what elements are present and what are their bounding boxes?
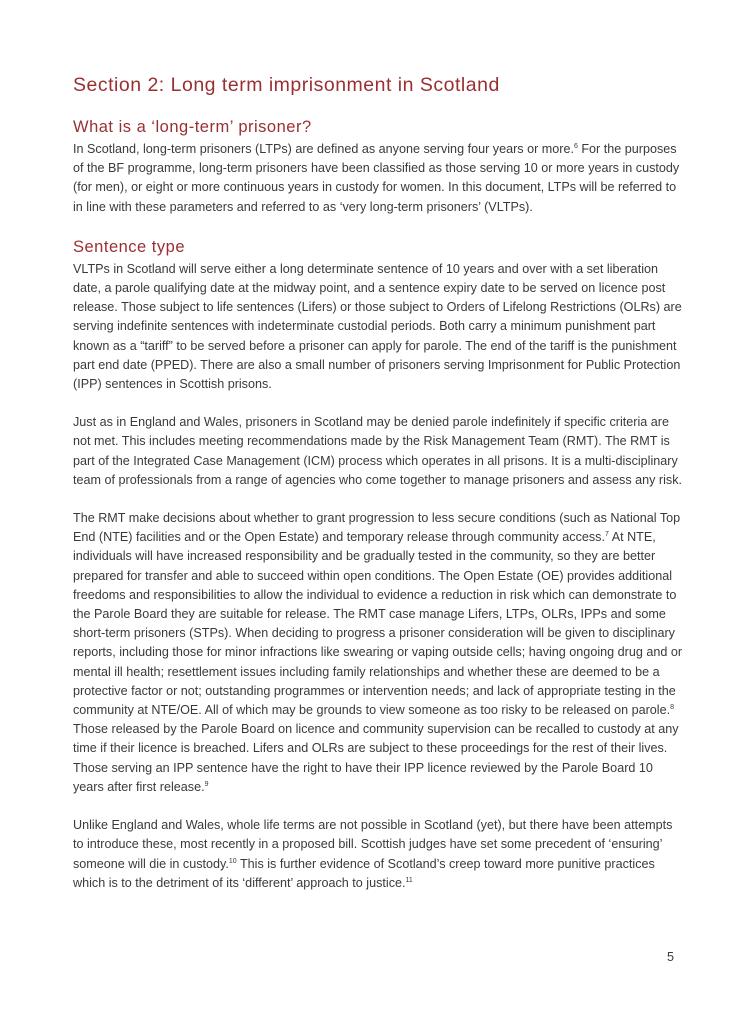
paragraph-sentence-type-4 (73, 816, 685, 893)
paragraph-sentence-type-3 (73, 509, 685, 797)
text-run: This is further evidence of Scotland’s creep toward more punitive practices which is to the detriment of its ‘different’ approach to justice. (73, 856, 655, 890)
subsection-heading-long-term: What is a ‘long-term’ prisoner? (73, 118, 312, 136)
text-run: In Scotland, long-term prisoners (LTPs) are defined as anyone serving four years or more. (73, 142, 574, 156)
footnote-ref-7[interactable]: 7 (604, 531, 609, 539)
text-run: Those released by the Parole Board on licence and community supervision can be recalled to custody at any time if their licence is breached. Lifers and OLRs are subject to these proceedings for the rest of their lives. Those serving an IPP sentence have the right to have their IPP licence reviewed by the Parole Board 10 years after first release. (73, 722, 679, 794)
text-run: The RMT make decisions about whether to grant progression to less secure conditions (such as National Top End (NTE) facilities and or the Open Estate) and temporary release through community access. (73, 511, 681, 545)
text-run: Unlike England and Wales, whole life terms are not possible in Scotland (yet), but there have been attempts to introduce these, most recently in a proposed bill. Scottish judges have set some precedent of ‘ensuring’ someone will die in custody. (73, 818, 673, 871)
paragraph-sentence-type-2: Just as in England and Wales, prisoners in Scotland may be denied parole indefinitely if specific criteria are not met. This includes meeting recommendations made by the Risk Management Team (RMT). The RMT is part of the Integrated Case Management (ICM) process which operates in all prisons. It is a multi-disciplinary team of professionals from a range of agencies who come together to manage prisoners and assess any risk. (73, 415, 683, 487)
paragraph-long-term-definition (73, 140, 685, 217)
footnote-ref-11[interactable]: 11 (405, 876, 413, 884)
subsection-heading-sentence-type: Sentence type (73, 237, 185, 256)
section-title: Section 2: Long term imprisonment in Scotland (73, 74, 500, 96)
text-run: For the purposes of the BF programme, long-term prisoners have been classified as those serving 10 or more years in custody (for men), or eight or more continuous years in custody for women. In this document, LTPs will be referred to in line with these parameters and referred to as ‘very long-term prisoners’ (VLTPs). (73, 142, 680, 214)
footnote-ref-10[interactable]: 10 (228, 857, 237, 865)
footnote-ref-8[interactable]: 8 (670, 704, 674, 712)
page-content (73, 72, 685, 893)
footnote-ref-9[interactable]: 9 (204, 780, 209, 788)
footnote-ref-6[interactable]: 6 (573, 143, 578, 150)
page-number: 5 (667, 950, 675, 964)
paragraph-sentence-type-1: VLTPs in Scotland will serve either a long determinate sentence of 10 years and over with a set liberation date, a parole qualifying date at the midway point, and a sentence expiry date to be served on licence post release. Those subject to life sentences (Lifers) or those subject to Orders of Lifelong Restrictions (OLRs) are serving indefinite sentences with indeterminate custodial periods. Both carry a minimum punishment part known as a “tariff” to be served before a prisoner can apply for parole. The end of the tariff is the punishment part end date (PPED). There are also a small number of prisoners serving Imprisonment for Public Protection (IPP) sentences in Scottish prisons. (73, 261, 682, 392)
text-run: At NTE, individuals will have increased responsibility and be gradually tested in the community, so they are better prepared for transfer and able to succeed within open conditions. The Open Estate (OE) provides additional freedoms and responsibilities to allow the individual to evidence a reduction in risk which can demonstrate to the Parole Board they are suitable for release. The RMT case manage Lifers, LTPs, OLRs, IPPs and some short-term prisoners (STPs). When deciding to progress a prisoner consideration will be given to disciplinary reports, including those for minor infractions like swearing or vaping outside cells; having ongoing drug and or mental ill health; resettlement issues including family relationships and whether these are deemed to be a protective factor or not; outstanding programmes or intervention needs; and lack of appropriate testing in the community at NTE/OE. All of which may be grounds to view someone as too risky to be released on parole. (73, 530, 683, 718)
